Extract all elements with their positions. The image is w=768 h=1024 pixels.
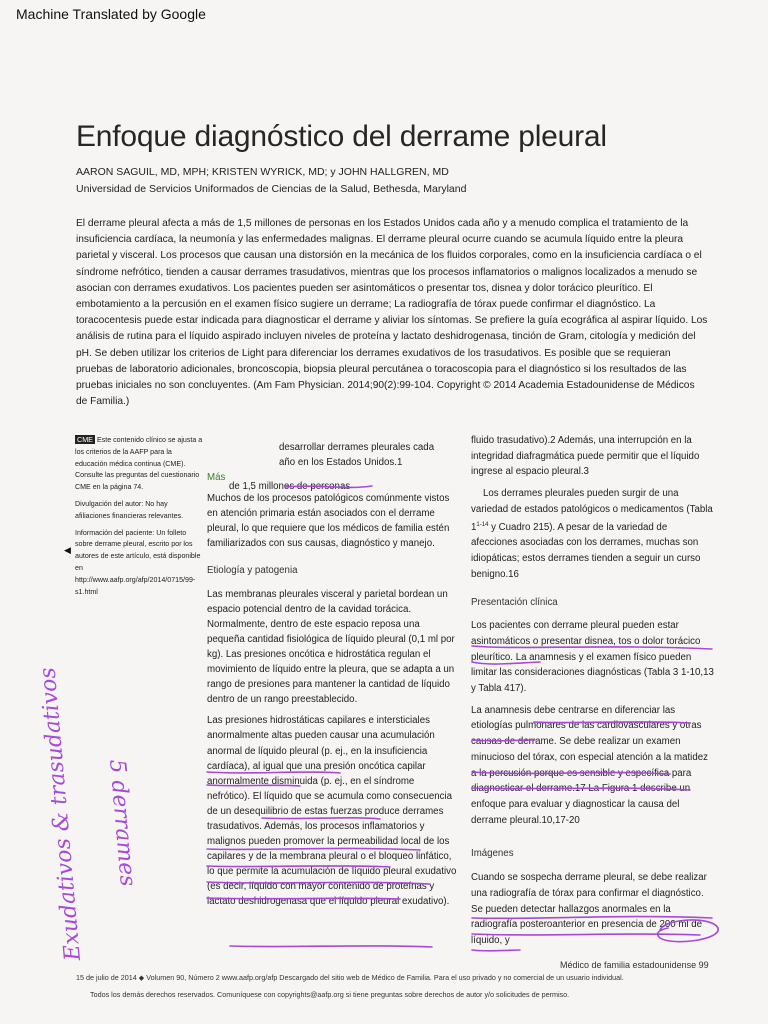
causes-ref: 1-14 bbox=[476, 521, 489, 528]
cme-note bbox=[75, 434, 203, 494]
intro-paragraph: Muchos de los procesos patológicos comúnmente vistos en atención primaria están asociados con el derrame pleural, lo que requiere que los médicos de familia estén familiarizados con sus causas, diagnóstico y manejo. bbox=[207, 493, 450, 550]
presentation-paragraph-1: Los pacientes con derrame pleural pueden estar asintomáticos o presentar disnea, tos o dolor torácico pleurítico. La anamnesis y el examen físico pueden limitar las consideraciones diagnósticas (Tabla 3 1-10,13 y Tabla 417). bbox=[471, 620, 714, 695]
imaging-paragraph: Cuando se sospecha derrame pleural, se debe realizar una radiografía de tórax para confirmar el diagnóstico. Se pueden detectar hallazgos anormales en la radiografía posteroanterior en presencia de 200 ml de líquido, y bbox=[471, 872, 707, 946]
sidebar-notes bbox=[75, 434, 203, 603]
presentation-paragraph-2: La anamnesis debe centrarse en diferenciar las etiologías pulmonares de las cardiovasculares y otras causas de derrame. Se debe realizar un examen minucioso del tórax, con especial atención a la matidez a la percusión porque es sensible y específica para diagnosticar el derrame.17 La Figura 1 describe un enfoque para evaluar y diagnosticar la causa del derrame pleural.10,17-20 bbox=[471, 704, 708, 826]
handwritten-note-1: Exudativos & trasudativos bbox=[35, 666, 86, 962]
teaser-mas: Más bbox=[207, 472, 226, 483]
section-heading-etiology: Etiología y patogenia bbox=[207, 565, 298, 577]
causes-paragraph bbox=[471, 486, 716, 582]
underline bbox=[230, 946, 432, 947]
teaser-text: desarrollar derrames pleurales cada año en los Estados Unidos.1 bbox=[279, 442, 435, 469]
patient-information: Información del paciente: Un folleto sobre derrame pleural, escrito por los autores de este artículo, está disponible en http://www.aafp.org/afp/2014/0715/99-s1.html bbox=[75, 528, 201, 596]
footer-rights: Todos los demás derechos reservados. Comuníquese con copyrights@aafp.org si tiene preguntas sobre derechos de autor y/o solicitudes de permiso. bbox=[90, 990, 570, 999]
footer-citation: 15 de julio de 2014 ◆ Volumen 90, Número 2 www.aafp.org/afp Descargado del sitio web de Médico de Familia. Para el uso privado y no comercial de un usuario individual. bbox=[76, 973, 624, 982]
teaser-count: de 1,5 millones de personas bbox=[229, 481, 351, 492]
section-heading-imaging: Imágenes bbox=[471, 848, 514, 860]
causes-text-2: y Cuadro 215). A pesar de la variedad de afecciones asociadas con los derrames, muchas son idiopáticas; estos derrames tienden a seguir un curso benigno.16 bbox=[471, 521, 701, 580]
translation-banner: Machine Translated by Google bbox=[16, 6, 206, 22]
column-right bbox=[471, 433, 716, 955]
article-abstract: El derrame pleural afecta a más de 1,5 millones de personas en los Estados Unidos cada año y a menudo complica el tratamiento de la insuficiencia cardíaca, la neumonía y las enfermedades malignas. El derrame pleural ocurre cuando se acumula líquido entre la pleura parietal y visceral. Los procesos que causan una distorsión en la mecánica de los fluidos corporales, como en la insuficiencia cardíaca o el síndrome nefrótico, tienden a causar derrames trasudativos, mientras que los procesos inflamatorios o malignos localizados a menudo se asocian con derrames exudativos. Los pacientes pueden ser asintomáticos o presentar tos, disnea y dolor torácico pleurítico. El embotamiento a la percusión en el examen físico sugiere un derrame; La radiografía de tórax puede confirmar el diagnóstico. La toracocentesis puede estar indicada para diagnosticar el derrame y aliviar los síntomas. Se prefiere la guía ecográfica al aspirar líquido. Los análisis de rutina para el líquido aspirado incluyen niveles de proteína y lactato deshidrogenasa, tinción de Gram, citología y medición del pH. Se deben utilizar los criterios de Light para diferenciar los derrames exudativos de los trasudativos. Es posible que se requieran pruebas de laboratorio adicionales, broncoscopia, biopsia pleural percutánea o toracoscopia para el diagnóstico si los resultados de las pruebas iniciales no son concluyentes. (Am Fam Physician. 2014;90(2):99-104. Copyright © 2014 Academia Estadounidense de Médicos de Familia.) bbox=[76, 218, 708, 408]
expand-arrow-icon[interactable]: ◀ bbox=[64, 545, 71, 555]
handwritten-note-2: 5 derrames bbox=[104, 758, 141, 888]
etiology-paragraph-2: Las presiones hidrostáticas capilares e intersticiales anormalmente altas pueden causar una acumulación anormal de líquido pleural (p. ej., en la insuficiencia cardíaca), al igual que una presión oncótica capilar anormalmente disminuida (p. ej., en el síndrome nefrótico). El líquido que se acumula como consecuencia de un desequilibrio de estas fuerzas produce derrames trasudativos. Además, los procesos inflamatorios y malignos pueden promover la permeabilidad local de los capilares y de la membrana pleural o el bloqueo linfático, lo que permite la acumulación de líquido pleural exudativo (es decir, líquido con mayor contenido de proteínas y lactato deshidrogenasa que el líquido pleural exudativo). bbox=[207, 715, 457, 908]
article-authors: AARON SAGUIL, MD, MPH; KRISTEN WYRICK, MD; y JOHN HALLGREN, MD bbox=[76, 166, 449, 178]
causes-text: Los derrames pleurales pueden surgir de una variedad de estados patológicos o medicamentos (Tabla 1 bbox=[471, 488, 713, 533]
column-middle bbox=[207, 440, 459, 916]
article-affiliation: Universidad de Servicios Uniformados de Ciencias de la Salud, Bethesda, Maryland bbox=[76, 183, 467, 195]
section-heading-presentation: Presentación clínica bbox=[471, 596, 558, 608]
footer-page-label: Médico de familia estadounidense 99 bbox=[560, 960, 709, 970]
cme-text: Este contenido clínico se ajusta a los criterios de la AAFP para la educación médica continua (CME). Consulte las preguntas del cuestionario CME en la página 74. bbox=[75, 436, 203, 492]
article-title: Enfoque diagnóstico del derrame pleural bbox=[76, 120, 607, 153]
etiology-paragraph-1: Las membranas pleurales visceral y parietal bordean un espacio potencial dentro de la cavidad torácica. Normalmente, dentro de este espacio reposa una pequeña cantidad fisiológica de líquido pleural (0,1 ml por kg). Las presiones oncótica e hidrostática regulan el movimiento de líquido entre la pleura, que se adapta a un rango de presiones para mantener la cantidad de líquido dentro de un rango preestablecido. bbox=[207, 588, 455, 706]
author-disclosure: Divulgación del autor: No hay afiliaciones financieras relevantes. bbox=[75, 499, 184, 520]
continuation-paragraph: fluido trasudativo).2 Además, una interrupción en la integridad diafragmática puede permitir que el líquido ingrese al espacio pleural.3 bbox=[471, 435, 700, 478]
margin-handwriting bbox=[35, 666, 140, 962]
cme-badge: CME bbox=[77, 435, 93, 444]
